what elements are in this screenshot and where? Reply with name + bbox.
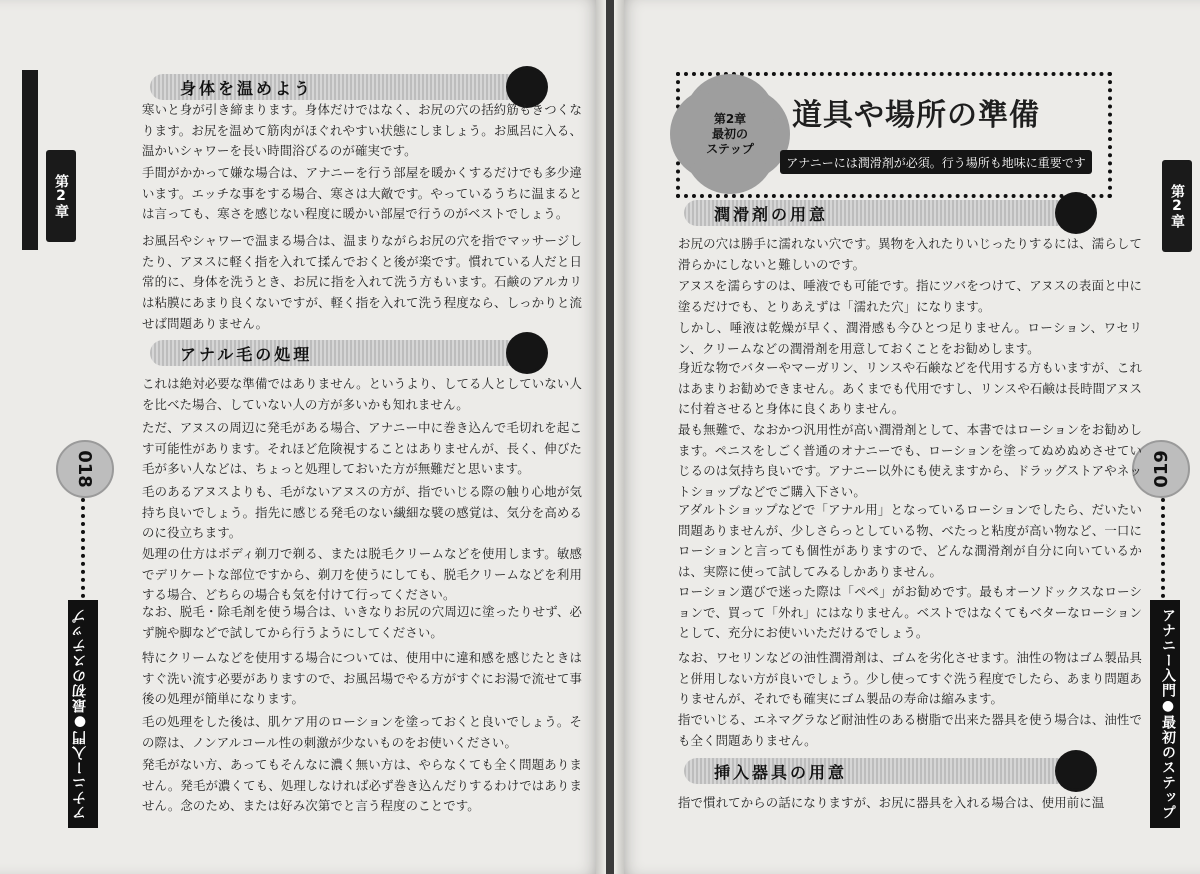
paragraph: お風呂やシャワーで温まる場合は、温まりながらお尻の穴を指でマッサージしたり、アヌスに軽く指を入れて揉んでおくと後が楽です。慣れている人だと日常的に、身体を洗うとき、お尻に指を入れて洗う方もいます。石鹸のアルカリは粘膜にあまり良くないですが、軽く指を入れて洗う程度なら、しっかりと流せば問題ありません。 [142, 233, 582, 331]
paragraph: 特にクリームなどを使用する場合については、使用中に違和感を感じたときはすぐ洗い流す必要がありますので、お風呂場でやる方がすぐにお湯で流せて事後の処理が簡単になります。 [142, 650, 582, 707]
section-heading [150, 338, 545, 368]
section-heading-label: アナル毛の処理 [150, 340, 519, 366]
chapter-badge-line: ステップ [706, 141, 754, 156]
side-running-title: アナニー入門●最初のステップ [1150, 600, 1180, 828]
paragraph: ローション選びで迷った際は「ペペ」がお勧めです。最もオーソドックスなローションで、買って「外れ」にはなりません。ベストではなくてもベターなローションとして、充分にお使いいただけるでしょう。 [678, 584, 1143, 641]
chapter-tab: 第2章 [46, 150, 76, 242]
page-edge-bar [22, 70, 38, 250]
section-heading-label: 身体を温めよう [150, 74, 519, 100]
chapter-title: 道具や場所の準備 [792, 98, 1040, 133]
paragraph: アダルトショップなどで「アナル用」となっているローションでしたら、だいたい問題ありませんが、少しさらっとしている物、べたっと粘度が高い物など、一口にローションと言っても個性がありますので、どんな潤滑剤が自分に向いているかは、実際に使って試してみるしかありません。 [678, 502, 1143, 580]
paragraph: お尻の穴は勝手に濡れない穴です。異物を入れたりいじったりするには、濡らして滑らかにしないと難しいのです。 [678, 236, 1142, 272]
chapter-subtitle: アナニーには潤滑剤が必須。行う場所も地味に重要です [780, 150, 1092, 174]
dotted-divider [1161, 498, 1165, 598]
paragraph: 指でいじる、エネマグラなど耐油性のある樹脂で出来た器具を使う場合は、油性でも全く問題ありません。 [678, 712, 1143, 748]
paragraph: アヌスを濡らすのは、唾液でも可能です。指にツバをつけて、アヌスの表面と中に塗るだけでも、とりあえずは「濡れた穴」になります。 [678, 278, 1142, 314]
chapter-tab: 第2章 [1162, 160, 1192, 252]
section-heading [150, 72, 545, 102]
paragraph: なお、脱毛・除毛剤を使う場合は、いきなりお尻の穴周辺に塗ったりせず、必ず腕や脚などで試してから行うようにしてください。 [142, 604, 582, 640]
paragraph: 身近な物でバターやマーガリン、リンスや石鹸などを代用する方もいますが、これはあまりお勧めできません。あくまでも代用ですし、リンスや石鹸は長時間アヌスに付着させると身体に良くありません。 [678, 360, 1142, 417]
section-heading [684, 198, 1094, 228]
side-running-title: アナニー入門●最初のステップ [68, 600, 98, 828]
chapter-title-box [676, 72, 1112, 198]
section-heading-label: 潤滑剤の用意 [684, 200, 1068, 226]
paragraph: しかし、唾液は乾燥が早く、潤滑感も今ひとつ足りません。ローション、ワセリン、クリームなどの潤滑剤を用意しておくことをお勧めします。 [678, 320, 1142, 356]
gutter-shadow [596, 0, 606, 874]
dotted-divider [81, 498, 85, 598]
paragraph: ただ、アヌスの周辺に発毛がある場合、アナニー中に巻き込んで毛切れを起こす可能性があります。それほど危険視することはありませんが、長く、伸びた毛が多い人などは、ちょっと処理しておいた方が無難だと思います。 [142, 420, 582, 477]
heading-dot-icon [509, 335, 545, 371]
paragraph: 毛の処理をした後は、肌ケア用のローションを塗っておくと良いでしょう。その際は、ノンアルコール性の刺激が少ないものをお使いください。 [142, 714, 582, 750]
paragraph: 寒いと身が引き締まります。身体だけではなく、お尻の穴の括約筋もきつくなります。お尻を温めて筋肉がほぐれやすい状態にしましょう。お風呂に入る、温かいシャワーを長い時間浴びるのが確実です。 [142, 102, 582, 159]
chapter-badge [684, 88, 776, 180]
chapter-badge-line: 第2章 [713, 111, 747, 126]
page-number: 019 [1132, 440, 1190, 498]
paragraph: 指で慣れてからの話になりますが、お尻に器具を入れる場合は、使用前に温 [678, 795, 1105, 810]
right-page [614, 0, 1200, 874]
paragraph: 手間がかかって嫌な場合は、アナニーを行う部屋を暖かくするだけでも多少違います。エッチな事をする場合、寒さは大敵です。やっているうちに温まるとは言っても、寒さを感じない程度に暖かい部屋で行うのがベストでしょう。 [142, 165, 582, 222]
paragraph: 発毛がない方、あってもそんなに濃く無い方は、やらなくても全く問題ありません。発毛が濃くても、処理しなければ必ず巻き込んだりするわけではありません。念のため、または好み次第でと言う程度のことです。 [142, 757, 582, 814]
paragraph: これは絶対必要な準備ではありません。というより、してる人としていない人を比べた場合、していない人の方が多いかも知れません。 [142, 376, 582, 412]
section-heading [684, 756, 1094, 786]
chapter-badge-line: 最初の [711, 126, 748, 141]
page-number: 018 [56, 440, 114, 498]
heading-dot-icon [1058, 753, 1094, 789]
paragraph: 毛のあるアヌスよりも、毛がないアヌスの方が、指でいじる際の触り心地が気持ち良いでしょう。指先に感じる発毛のない繊細な襞の感覚は、気分を高めるのに役立ちます。 [142, 484, 582, 541]
gutter-shadow [614, 0, 624, 874]
paragraph: 最も無難で、なおかつ汎用性が高い潤滑剤として、本書ではローションをお勧めします。ペニスをしごく普通のオナニーでも、ローションを塗ってぬめぬめさせていじるのは気持ち良いです。アナニー以外にも使えますから、ドラッグストアやネットショップなどでご購入下さい。 [678, 422, 1142, 500]
paragraph: なお、ワセリンなどの油性潤滑剤は、ゴムを劣化させます。油性の物はゴム製品具と併用しない方が良いでしょう。少し使ってすぐ洗う程度でしたら、あまり問題ありませんが、それでも確実にゴム製品の寿命は縮みます。 [678, 650, 1143, 707]
section-heading-label: 挿入器具の用意 [684, 758, 1068, 784]
paragraph: 処理の仕方はボディ剃刀で剃る、または脱毛クリームなどを使用します。敏感でデリケートな部位ですから、剃刀を使うにしても、脱毛クリームなどを利用する場合、どちらの場合も気を付けて行ってください。 [142, 546, 582, 603]
heading-dot-icon [1058, 195, 1094, 231]
